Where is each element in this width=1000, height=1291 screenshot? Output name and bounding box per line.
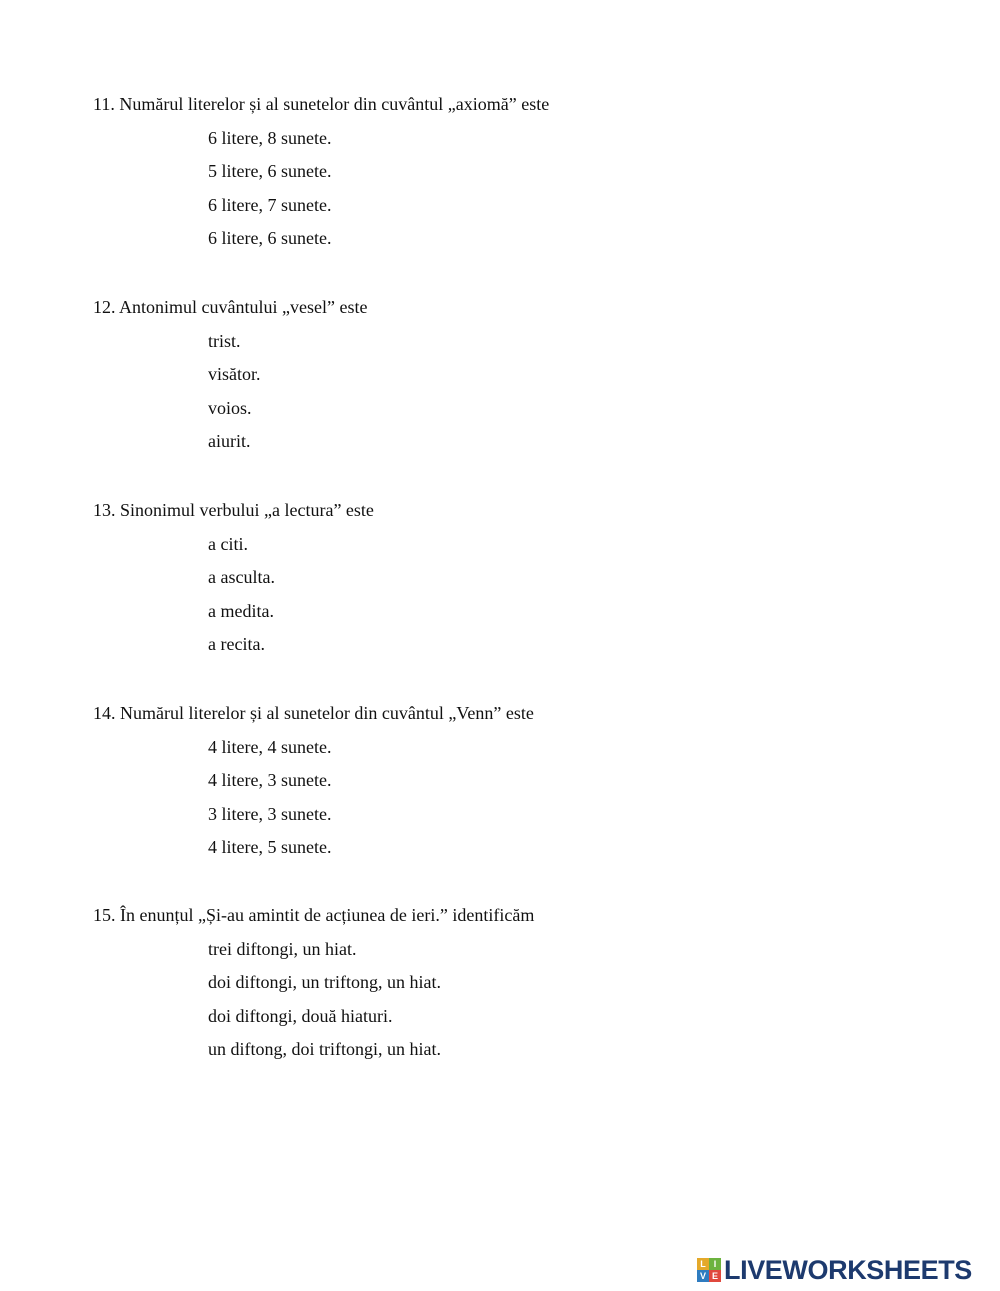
- answer-option[interactable]: 3 litere, 3 sunete.: [208, 803, 332, 824]
- answer-option[interactable]: un diftong, doi triftongi, un hiat.: [208, 1039, 441, 1060]
- logo-icon-letter: V: [697, 1270, 709, 1282]
- question-text: 12. Antonimul cuvântului „vesel” este: [93, 297, 368, 317]
- option-list: [93, 937, 893, 1062]
- question-text: 13. Sinonimul verbului „a lectura” este: [93, 500, 374, 520]
- answer-option[interactable]: a citi.: [208, 533, 248, 554]
- answer-option[interactable]: aiurit.: [208, 431, 251, 452]
- answer-option[interactable]: doi diftongi, două hiaturi.: [208, 1005, 393, 1026]
- answer-option[interactable]: 6 litere, 8 sunete.: [208, 127, 332, 148]
- liveworksheets-logo: [697, 1257, 972, 1283]
- option-list: [93, 126, 893, 251]
- answer-option[interactable]: 4 litere, 4 sunete.: [208, 736, 332, 757]
- question-text: 14. Numărul literelor și al sunetelor din cuvântul „Venn” este: [93, 703, 534, 723]
- logo-icon-letter: I: [709, 1258, 721, 1270]
- option-list: [93, 532, 893, 657]
- question-13: [93, 498, 893, 656]
- question-14: [93, 701, 893, 859]
- question-12: [93, 295, 893, 453]
- answer-option[interactable]: 4 litere, 5 sunete.: [208, 837, 332, 858]
- answer-option[interactable]: 6 litere, 7 sunete.: [208, 194, 332, 215]
- answer-option[interactable]: a medita.: [208, 600, 274, 621]
- answer-option[interactable]: doi diftongi, un triftong, un hiat.: [208, 972, 441, 993]
- logo-text: LIVEWORKSHEETS: [724, 1255, 972, 1285]
- question-text: 15. În enunțul „Și-au amintit de acțiunea de ieri.” identificăm: [93, 905, 535, 925]
- logo-icon-letter: E: [709, 1270, 721, 1282]
- question-15: [93, 903, 893, 1061]
- answer-option[interactable]: a asculta.: [208, 567, 275, 588]
- question-11: [93, 92, 893, 250]
- logo-icon-letter: L: [697, 1258, 709, 1270]
- question-text: 11. Numărul literelor și al sunetelor din cuvântul „axiomă” este: [93, 94, 550, 114]
- answer-option[interactable]: trei diftongi, un hiat.: [208, 938, 357, 959]
- liveworksheets-logo-icon: [697, 1258, 721, 1282]
- answer-option[interactable]: visător.: [208, 364, 261, 385]
- option-list: [93, 329, 893, 454]
- answer-option[interactable]: trist.: [208, 330, 241, 351]
- answer-option[interactable]: a recita.: [208, 634, 265, 655]
- answer-option[interactable]: voios.: [208, 397, 252, 418]
- option-list: [93, 735, 893, 860]
- answer-option[interactable]: 5 litere, 6 sunete.: [208, 161, 332, 182]
- answer-option[interactable]: 6 litere, 6 sunete.: [208, 228, 332, 249]
- answer-option[interactable]: 4 litere, 3 sunete.: [208, 770, 332, 791]
